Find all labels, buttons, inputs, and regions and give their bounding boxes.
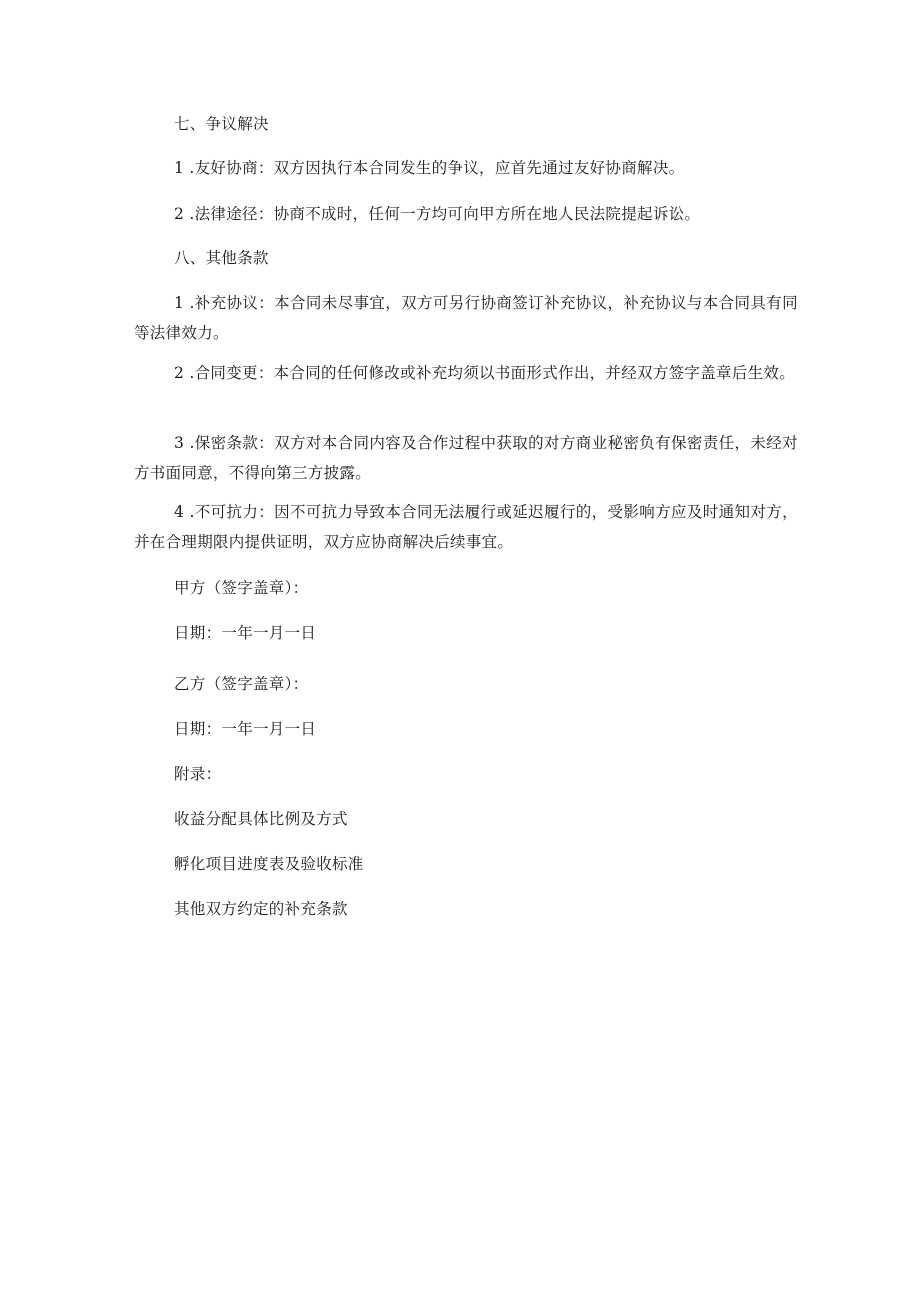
section-heading-dispute: 七、争议解决 [174,115,269,133]
signature-party-a-date: 日期：一年一月一日 [174,624,317,642]
appendix-item: 收益分配具体比例及方式 [174,810,348,828]
signature-party-b: 乙方（签字盖章）： [174,675,309,693]
appendix-heading: 附录： [174,765,222,783]
clause-other-2: 2 .合同变更：本合同的任何修改或补充均须以书面形式作出，并经双方签字盖章后生效。 [174,364,796,382]
signature-party-a: 甲方（签字盖章）： [174,579,309,597]
clause-dispute-1: 1 .友好协商：双方因执行本合同发生的争议，应首先通过友好协商解决。 [174,159,685,177]
clause-other-1: 1 .补充协议：本合同未尽事宜，双方可另行协商签订补充协议，补充协议与本合同具有同等法律效力。 [134,294,798,342]
appendix-item: 孵化项目进度表及验收标准 [174,855,364,873]
clause-dispute-2: 2 .法律途径：协商不成时，任何一方均可向甲方所在地人民法院提起诉讼。 [174,205,701,223]
appendix-item: 其他双方约定的补充条款 [174,900,348,918]
clause-other-4: 4 .不可抗力：因不可抗力导致本合同无法履行或延迟履行的，受影响方应及时通知对方，并在合理期限内提供证明，双方应协商解决后续事宜。 [134,503,798,551]
signature-party-b-date: 日期：一年一月一日 [174,720,317,738]
clause-other-3: 3 .保密条款：双方对本合同内容及合作过程中获取的对方商业秘密负有保密责任，未经对方书面同意，不得向第三方披露。 [134,434,798,482]
section-heading-other: 八、其他条款 [174,249,269,267]
